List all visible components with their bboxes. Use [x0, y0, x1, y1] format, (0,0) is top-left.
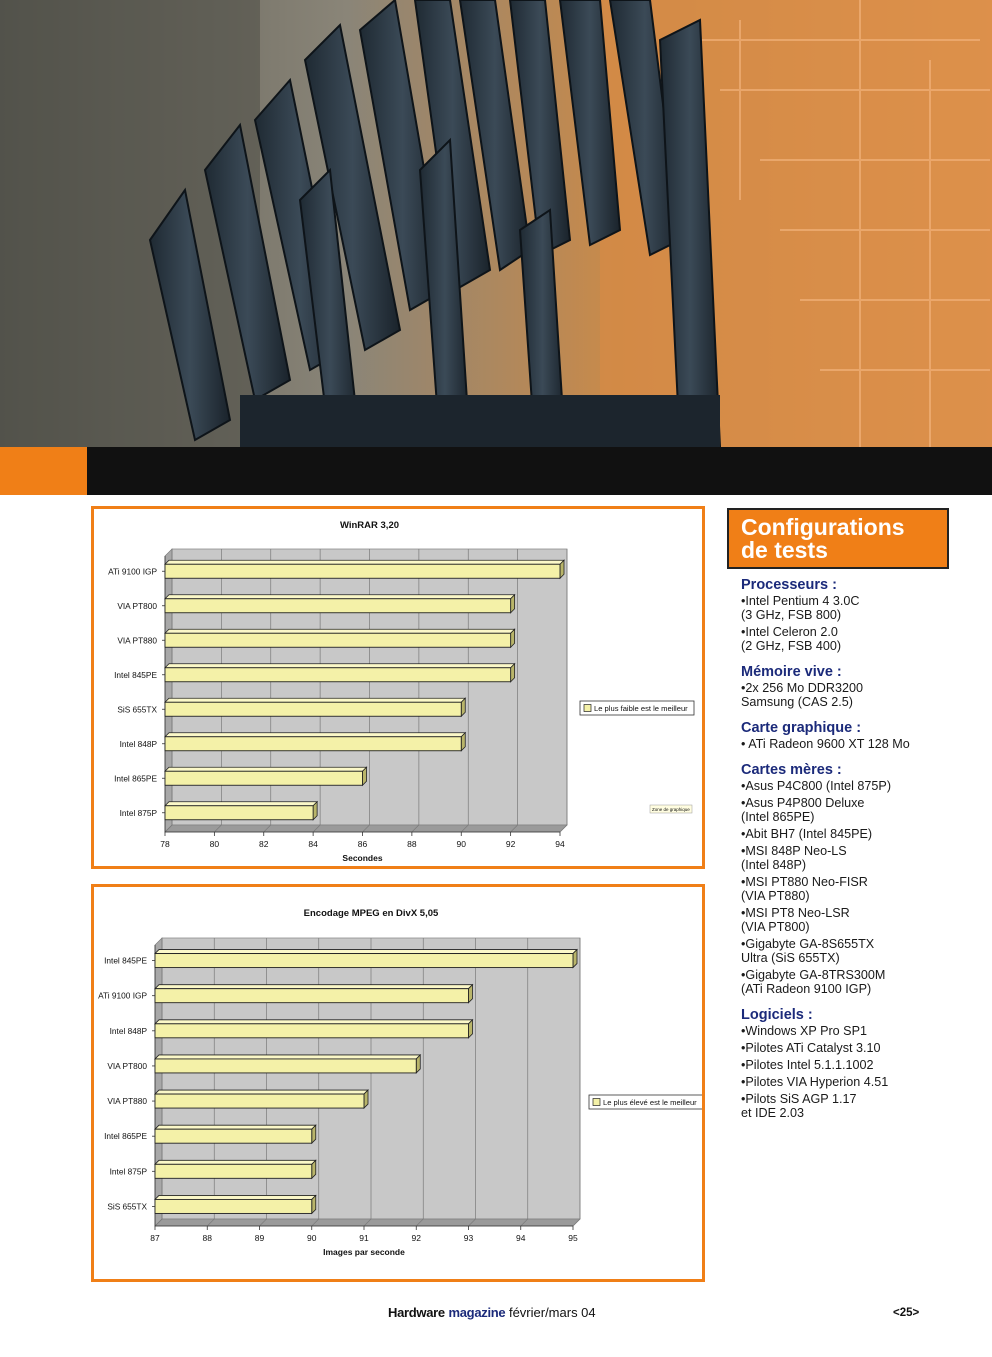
bar — [155, 1160, 316, 1178]
x-tick-label: 93 — [463, 1233, 474, 1243]
x-tick-label: 94 — [516, 1233, 526, 1243]
x-tick-label: 80 — [209, 839, 220, 849]
sidebar-section-heading: Mémoire vive : — [741, 664, 842, 680]
sidebar-title-line2: de tests — [741, 537, 828, 563]
y-tick-label: Intel 848P — [119, 738, 157, 749]
sidebar-item: •Windows XP Pro SP1 — [741, 1024, 867, 1038]
y-tick-label: ATi 9100 IGP — [98, 990, 147, 1001]
sidebar-item: •Intel Pentium 4 3.0C (3 GHz, FSB 800) — [741, 594, 860, 622]
hero-photo-heatsink — [0, 0, 992, 447]
sidebar-item: •Pilots SiS AGP 1.17 et IDE 2.03 — [741, 1092, 857, 1120]
y-tick-label: Intel 845PE — [104, 955, 147, 966]
bar-front — [155, 989, 469, 1003]
legend-label: Le plus faible est le meilleur — [594, 704, 688, 713]
sidebar-item: •Pilotes VIA Hyperion 4.51 — [741, 1075, 889, 1089]
sidebar-section-heading: Cartes mères : — [741, 762, 842, 778]
x-tick-label: 92 — [505, 839, 516, 849]
bar-front — [155, 1164, 312, 1178]
bar — [155, 1125, 316, 1143]
x-tick-label: 86 — [357, 839, 368, 849]
sidebar-item: •MSI PT8 Neo-LSR (VIA PT800) — [741, 906, 850, 934]
bar-top — [155, 1160, 316, 1164]
x-tick-label: 88 — [202, 1233, 212, 1243]
y-tick-label: VIA PT880 — [107, 1096, 147, 1107]
legend-swatch — [593, 1099, 600, 1106]
chart-winrar-frame — [91, 506, 705, 869]
y-tick-label: VIA PT880 — [117, 635, 157, 646]
bar — [165, 560, 564, 578]
sidebar-item: •Asus P4C800 (Intel 875P) — [741, 779, 892, 793]
bar-top — [155, 1125, 316, 1129]
bar-front — [165, 564, 560, 578]
bar-top — [165, 802, 317, 806]
bar — [165, 733, 465, 751]
bar-front — [155, 1199, 312, 1213]
y-tick-label: VIA PT800 — [117, 600, 157, 611]
chart-title: Encodage MPEG en DivX 5,05 — [303, 908, 439, 919]
legend-label: Le plus élevé est le meilleur — [603, 1098, 697, 1107]
bar — [155, 985, 473, 1003]
bar-front — [165, 702, 461, 716]
y-tick-label: SiS 655TX — [117, 704, 157, 715]
bar-front — [155, 1059, 416, 1073]
bar — [165, 802, 317, 820]
sidebar-item: •MSI 848P Neo-LS (Intel 848P) — [741, 844, 847, 872]
sidebar-section-heading: Carte graphique : — [741, 720, 862, 736]
x-tick-label: 78 — [160, 839, 170, 849]
y-tick-label: Intel 875P — [119, 807, 157, 818]
sidebar-item: •2x 256 Mo DDR3200 Samsung (CAS 2.5) — [741, 681, 864, 709]
sidebar-section-heading: Logiciels : — [741, 1007, 813, 1023]
bar-front — [155, 954, 573, 968]
bar-front — [155, 1024, 469, 1038]
bar-top — [165, 698, 465, 702]
x-axis-label: Secondes — [342, 853, 383, 863]
y-tick-label: SiS 655TX — [107, 1201, 147, 1212]
sidebar-title-box — [727, 508, 949, 569]
chart-area-note-label: Zone de graphique — [652, 807, 690, 812]
sidebar-section-heading: Processeurs : — [741, 577, 837, 593]
y-tick-label: Intel 865PE — [104, 1131, 147, 1142]
plot-side-wall — [155, 938, 162, 1226]
sidebar-item: •Intel Celeron 2.0 (2 GHz, FSB 400) — [741, 625, 842, 653]
sidebar-section — [741, 720, 949, 751]
x-tick-label: 88 — [407, 839, 417, 849]
chart-title: WinRAR 3,20 — [339, 520, 400, 531]
legend — [580, 701, 694, 715]
config-sidebar — [727, 508, 949, 1123]
y-tick-label: Intel 848P — [109, 1025, 147, 1036]
bar — [155, 1195, 316, 1213]
bar-top — [165, 595, 515, 599]
x-tick-label: 82 — [259, 839, 269, 849]
bar-top — [155, 950, 577, 954]
bar-front — [155, 1094, 364, 1108]
bar — [155, 1020, 473, 1038]
sidebar-section — [741, 577, 949, 653]
bar — [165, 664, 515, 682]
sidebar-item: •Gigabyte GA-8TRS300M (ATi Radeon 9100 IGP) — [741, 968, 886, 996]
bar — [165, 629, 515, 647]
plot-side-wall — [165, 549, 172, 832]
x-tick-label: 87 — [150, 1233, 160, 1243]
page-number: <25> — [893, 1307, 920, 1319]
chart-divx-frame — [91, 884, 705, 1282]
legend-swatch — [584, 705, 591, 712]
x-tick-label: 84 — [308, 839, 318, 849]
bar — [165, 698, 465, 716]
bar-front — [165, 599, 511, 613]
footer-issue: février/mars 04 — [508, 1305, 596, 1320]
bar — [165, 595, 515, 613]
sidebar-item: • ATi Radeon 9600 XT 128 Mo — [741, 737, 910, 751]
sidebar-item: •Pilotes Intel 5.1.1.1002 — [741, 1058, 874, 1072]
bar-front — [165, 633, 511, 647]
x-tick-label: 94 — [555, 839, 565, 849]
sidebar-section — [741, 762, 949, 996]
bar-top — [155, 985, 473, 989]
bar-front — [165, 668, 511, 682]
y-tick-label: Intel 875P — [109, 1166, 147, 1177]
sidebar-item: •Abit BH7 (Intel 845PE) — [741, 827, 873, 841]
footer-hardware: Hardware — [388, 1305, 445, 1320]
x-tick-label: 91 — [359, 1233, 369, 1243]
x-axis-label: Images par seconde — [323, 1247, 405, 1257]
legend — [589, 1095, 702, 1109]
footer-magazine-word: magazine — [448, 1305, 506, 1320]
bar-front — [165, 771, 363, 785]
sidebar-section — [741, 1007, 949, 1120]
bar-front — [165, 737, 461, 751]
bar-front — [165, 806, 313, 820]
y-tick-label: Intel 845PE — [114, 669, 157, 680]
header-band — [87, 447, 992, 495]
sidebar-item: •Pilotes ATi Catalyst 3.10 — [741, 1041, 881, 1055]
sidebar-item: •Gigabyte GA-8S655TX Ultra (SiS 655TX) — [741, 937, 875, 965]
sidebar-title-line1: Configurations — [741, 514, 905, 540]
chart-area-note — [650, 805, 692, 813]
bar-top — [155, 1020, 473, 1024]
sidebar-item: •MSI PT880 Neo-FISR (VIA PT880) — [741, 875, 868, 903]
bar — [165, 767, 367, 785]
bar-top — [165, 767, 367, 771]
sidebar-section — [741, 664, 949, 709]
x-tick-label: 95 — [568, 1233, 578, 1243]
x-tick-label: 90 — [456, 839, 466, 849]
bar-top — [165, 733, 465, 737]
header-band-accent — [0, 447, 87, 495]
x-tick-label: 92 — [411, 1233, 421, 1243]
heatsink-illustration — [0, 0, 992, 447]
sidebar-sections — [727, 577, 949, 1120]
x-tick-label: 89 — [254, 1233, 265, 1243]
bar — [155, 1090, 368, 1108]
bar-top — [155, 1055, 420, 1059]
bar-top — [165, 629, 515, 633]
bar-top — [165, 560, 564, 564]
y-tick-label: Intel 865PE — [114, 773, 157, 784]
sidebar-item: •Asus P4P800 Deluxe (Intel 865PE) — [741, 796, 865, 824]
bar-top — [155, 1090, 368, 1094]
y-tick-label: VIA PT800 — [107, 1060, 147, 1071]
bar — [155, 1055, 420, 1073]
bar-front — [155, 1129, 312, 1143]
chart-winrar — [94, 509, 702, 866]
chart-divx — [94, 887, 702, 1279]
bar-top — [165, 664, 515, 668]
sidebar-title — [741, 516, 937, 562]
bar — [155, 950, 577, 968]
y-tick-label: ATi 9100 IGP — [108, 566, 157, 577]
bar-top — [155, 1195, 316, 1199]
x-tick-label: 90 — [307, 1233, 317, 1243]
footer-magazine — [388, 1305, 596, 1320]
